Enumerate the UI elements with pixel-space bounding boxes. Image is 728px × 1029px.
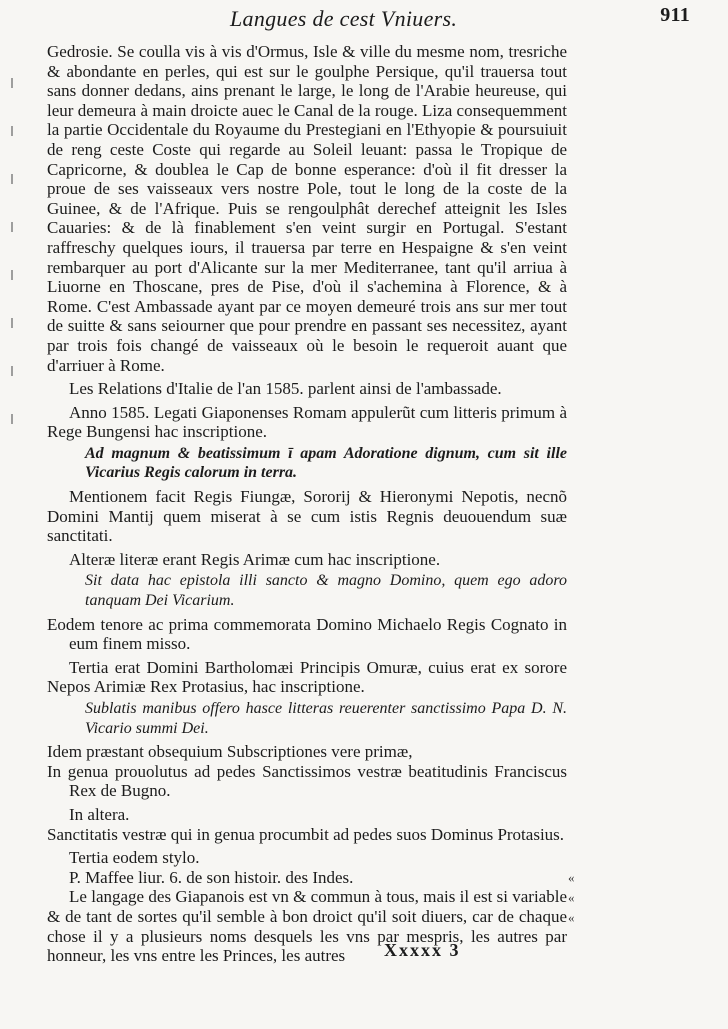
paragraph: Le langage des Giapanois est vn & commun à tous, mais il est si variable & de tant de sortes qu'il semble à bon droict qu'il soit diuers, car de chaque chose il y a plusieurs noms desquels les vns par mespris, les autres par honneur, les vns entre les Princes, les autres [47, 887, 567, 966]
paragraph: Les Relations d'Italie de l'an 1585. parlent ainsi de l'ambassade. [69, 379, 502, 399]
quotation: Sit data hac epistola illi sancto & magno Domino, quem ego adoro tanquam Dei Vicarium. [85, 572, 567, 610]
paragraph: P. Maffee liur. 6. de son histoir. des Indes. [69, 867, 354, 887]
binding-edge-marks [6, 40, 18, 424]
paragraph: Sanctitatis vestræ qui in genua procumbit ad pedes suos Dominus Protasius. [47, 824, 565, 844]
paragraph: Gedrosie. Se coulla vis à vis d'Ormus, Isle & ville du mesme nom, tresriche & abondante en perles, qui est sur le goulphe Persique, qu'il trauersa tout sans donner dedans, ains prenant le large, le long de l'Arabie heureuse, qui leur demeura à main droicte auec le Canal de la rouge. Liza consequemment la partie Occidentale du Royaume du Prestegiani en l'Ethyopie & poursuiuit de reng ceste Coste qui regarde au Soleil leuant: passa le Tropique de Capricorne, & doublea le Cap de bonne esperance: d'où il fit dresser la proue de ses vaisseaux vers nostre Pole, tout le long de la coste de la Guinee, & de l'Afrique. Puis se rengoulphât derechef atteignit les Isles Cauaries: & de là finablement s'en veint surgir en Portugal. S'estant raffreschy quelques iours, il trauersa par terre en Hespaigne & s'en veint rembarquer au port d'Alicante sur la mer Mediterranee, tant qu'il arriua à Liuorne en Thoscane, pres de Pise, d'où il s'achemina à Florence, & à Rome. C'est Ambassade ayant par ce moyen demeuré trois ans sur mer tout de suitte & sans seiourner que pour prendre en passant ses necessitez, ayant par trois fois changé de vaisseaux où le besoin le requeroit auant que d'arriuer à Rome. [47, 42, 567, 375]
paragraph: In altera. [69, 804, 130, 824]
paragraph: Alteræ literæ erant Regis Arimæ cum hac inscriptione. [69, 549, 441, 569]
paragraph: Anno 1585. Legati Giaponenses Romam appulerũt cum litteris primum à Rege Bungensi hac inscriptione. [47, 402, 567, 442]
paragraph: Mentionem facit Regis Fiungæ, Sororij & Hieronymi Nepotis, necnõ Domini Mantij quem miserat à se cum istis Regnis deuouendum suæ sanctitati. [47, 487, 567, 546]
page-number: 911 [660, 4, 690, 26]
paragraph: Tertia erat Domini Bartholomæi Principis Omuræ, cuius erat ex sorore Nepos Arimiæ Rex Protasius, hac inscriptione. [47, 657, 567, 697]
quotation: Ad magnum & beatissimum ī apam Adoratione dignum, cum sit ille Vicarius Regis calorum in terra. [85, 444, 567, 482]
quotation: Sublatis manibus offero hasce litteras reuerenter sanctissimo Papa D. N. Vicario summi Dei. [85, 700, 567, 737]
marginal-quote-marks: « « « [568, 870, 575, 925]
header-title: Langues de cest Vniuers. [230, 6, 458, 31]
paragraph: In genua prouolutus ad pedes Sanctissimos vestræ beatitudinis Franciscus Rex de Bugno. [47, 761, 567, 801]
text-body [47, 42, 567, 966]
paragraph: Idem præstant obsequium Subscriptiones vere primæ, [47, 742, 413, 762]
running-header [230, 4, 690, 34]
signature-mark: Xxxxx 3 [384, 940, 461, 960]
paragraph: Eodem tenore ac prima commemorata Domino Michaelo Regis Cognato in eum finem misso. [47, 614, 567, 654]
paragraph: Tertia eodem stylo. [69, 848, 200, 868]
